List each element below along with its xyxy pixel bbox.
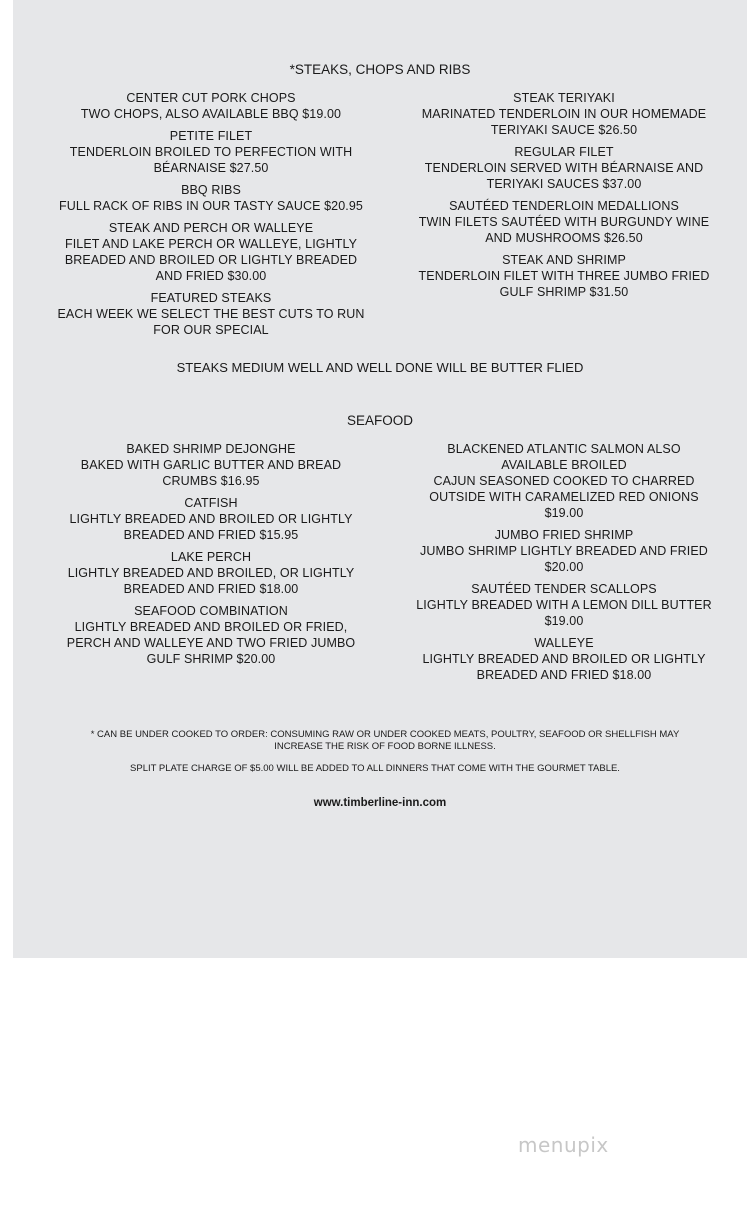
menu-item-name: STEAK TERIYAKI bbox=[513, 91, 615, 105]
menu-item-description: TERIYAKI SAUCES $37.00 bbox=[486, 177, 642, 191]
menu-item-description: GULF SHRIMP $20.00 bbox=[146, 652, 276, 666]
menu-item-description: TENDERLOIN FILET WITH THREE JUMBO FRIED bbox=[418, 269, 710, 283]
menu-item-description: TERIYAKI SAUCE $26.50 bbox=[490, 123, 638, 137]
menu-item-description: LIGHTLY BREADED AND BROILED, OR LIGHTLY bbox=[67, 566, 355, 580]
menu-item-description: FULL RACK OF RIBS IN OUR TASTY SAUCE $20.95 bbox=[59, 199, 363, 213]
menu-item-name: BBQ RIBS bbox=[181, 183, 241, 197]
menu-item-description: CRUMBS $16.95 bbox=[162, 474, 260, 488]
menu-item-description: BREADED AND FRIED $18.00 bbox=[123, 582, 299, 596]
menu-item-description: BREADED AND FRIED $18.00 bbox=[476, 668, 652, 682]
menu-item-description: BREADED AND FRIED $15.95 bbox=[123, 528, 299, 542]
menu-item-description: BREADED AND BROILED OR LIGHTLY BREADED bbox=[64, 253, 358, 267]
menu-item-description: BÉARNAISE $27.50 bbox=[153, 161, 269, 175]
menu-item-description: AVAILABLE BROILED bbox=[501, 458, 627, 472]
menupix-watermark: menupix bbox=[518, 1133, 609, 1157]
split-plate-note: SPLIT PLATE CHARGE OF $5.00 WILL BE ADDED TO ALL DINNERS THAT COME WITH THE GOURMET TABLE. bbox=[130, 763, 620, 774]
menu-item-description: JUMBO SHRIMP LIGHTLY BREADED AND FRIED bbox=[420, 544, 708, 558]
menu-item-description: TENDERLOIN BROILED TO PERFECTION WITH bbox=[69, 145, 353, 159]
steaks-section-title: *STEAKS, CHOPS AND RIBS bbox=[289, 62, 471, 77]
menu-item-name: SAUTÉED TENDER SCALLOPS bbox=[471, 582, 657, 596]
menu-item bbox=[387, 635, 741, 683]
menu-item-description: $19.00 bbox=[544, 614, 584, 628]
menu-item-description: CAJUN SEASONED COOKED TO CHARRED bbox=[433, 474, 695, 488]
menu-item-name: CATFISH bbox=[184, 496, 238, 510]
menu-item-name: SEAFOOD COMBINATION bbox=[134, 604, 288, 618]
menu-page bbox=[13, 0, 747, 958]
menu-item bbox=[387, 90, 741, 138]
menu-item-name: WALLEYE bbox=[534, 636, 594, 650]
menu-item bbox=[35, 182, 387, 214]
menu-item-name: BLACKENED ATLANTIC SALMON ALSO bbox=[447, 442, 681, 456]
menu-item-name: FEATURED STEAKS bbox=[150, 291, 272, 305]
menu-item-name: REGULAR FILET bbox=[514, 145, 614, 159]
menu-item bbox=[35, 90, 387, 122]
menu-item-description: EACH WEEK WE SELECT THE BEST CUTS TO RUN bbox=[57, 307, 365, 321]
menu-item-description: $20.00 bbox=[544, 560, 584, 574]
menu-item-name: SAUTÉED TENDERLOIN MEDALLIONS bbox=[449, 199, 679, 213]
menu-item-description: AND FRIED $30.00 bbox=[155, 269, 267, 283]
menu-item bbox=[387, 441, 741, 521]
menu-item-name: JUMBO FRIED SHRIMP bbox=[494, 528, 634, 542]
menu-item-description: TWIN FILETS SAUTÉED WITH BURGUNDY WINE bbox=[418, 215, 710, 229]
menu-item bbox=[35, 128, 387, 176]
menu-item-name: STEAK AND SHRIMP bbox=[502, 253, 626, 267]
menu-item-description: OUTSIDE WITH CARAMELIZED RED ONIONS bbox=[429, 490, 699, 504]
menu-item bbox=[35, 603, 387, 667]
menu-item-description: LIGHTLY BREADED AND BROILED OR LIGHTLY bbox=[422, 652, 706, 666]
menu-item bbox=[387, 252, 741, 300]
menu-item bbox=[387, 144, 741, 192]
menu-item-description: PERCH AND WALLEYE AND TWO FRIED JUMBO bbox=[66, 636, 356, 650]
steaks-left-column bbox=[35, 90, 387, 338]
menu-item-name: LAKE PERCH bbox=[170, 550, 252, 564]
seafood-left-column bbox=[35, 441, 387, 667]
menu-item-description: $19.00 bbox=[544, 506, 584, 520]
steak-doneness-note: STEAKS MEDIUM WELL AND WELL DONE WILL BE BUTTER FLIED bbox=[176, 360, 584, 375]
menu-item bbox=[35, 441, 387, 489]
menu-item-description: AND MUSHROOMS $26.50 bbox=[485, 231, 643, 245]
menu-item-description: LIGHTLY BREADED WITH A LEMON DILL BUTTER bbox=[416, 598, 712, 612]
food-safety-disclaimer bbox=[35, 729, 735, 753]
disclaimer-line-1: * CAN BE UNDER COOKED TO ORDER: CONSUMING RAW OR UNDER COOKED MEATS, POULTRY, SEAFOOD OR SHELLFISH MAY bbox=[90, 729, 680, 740]
menu-item-name: PETITE FILET bbox=[169, 129, 253, 143]
disclaimer-line-2: INCREASE THE RISK OF FOOD BORNE ILLNESS. bbox=[274, 741, 496, 752]
seafood-section-title: SEAFOOD bbox=[346, 413, 413, 428]
menu-item-description: GULF SHRIMP $31.50 bbox=[499, 285, 629, 299]
menu-item-name: STEAK AND PERCH OR WALLEYE bbox=[108, 221, 314, 235]
menu-item-description: TWO CHOPS, ALSO AVAILABLE BBQ $19.00 bbox=[80, 107, 342, 121]
menu-item-description: FOR OUR SPECIAL bbox=[153, 323, 269, 337]
menu-item-description: TENDERLOIN SERVED WITH BÉARNAISE AND bbox=[424, 161, 704, 175]
menu-item-name: CENTER CUT PORK CHOPS bbox=[126, 91, 296, 105]
menu-item-description: MARINATED TENDERLOIN IN OUR HOMEMADE bbox=[421, 107, 707, 121]
menu-item bbox=[35, 549, 387, 597]
website-link[interactable]: www.timberline-inn.com bbox=[313, 797, 447, 809]
menu-item-name: BAKED SHRIMP DEJONGHE bbox=[126, 442, 296, 456]
menu-item bbox=[387, 581, 741, 629]
menu-item bbox=[35, 220, 387, 284]
menu-item bbox=[387, 198, 741, 246]
menu-item-description: LIGHTLY BREADED AND BROILED OR LIGHTLY bbox=[69, 512, 353, 526]
menu-item bbox=[35, 495, 387, 543]
menu-item-description: FILET AND LAKE PERCH OR WALLEYE, LIGHTLY bbox=[64, 237, 358, 251]
seafood-right-column bbox=[387, 441, 741, 683]
menu-item bbox=[387, 527, 741, 575]
menu-item-description: LIGHTLY BREADED AND BROILED OR FRIED, bbox=[74, 620, 348, 634]
menu-item bbox=[35, 290, 387, 338]
steaks-right-column bbox=[387, 90, 741, 300]
menu-item-description: BAKED WITH GARLIC BUTTER AND BREAD bbox=[80, 458, 342, 472]
